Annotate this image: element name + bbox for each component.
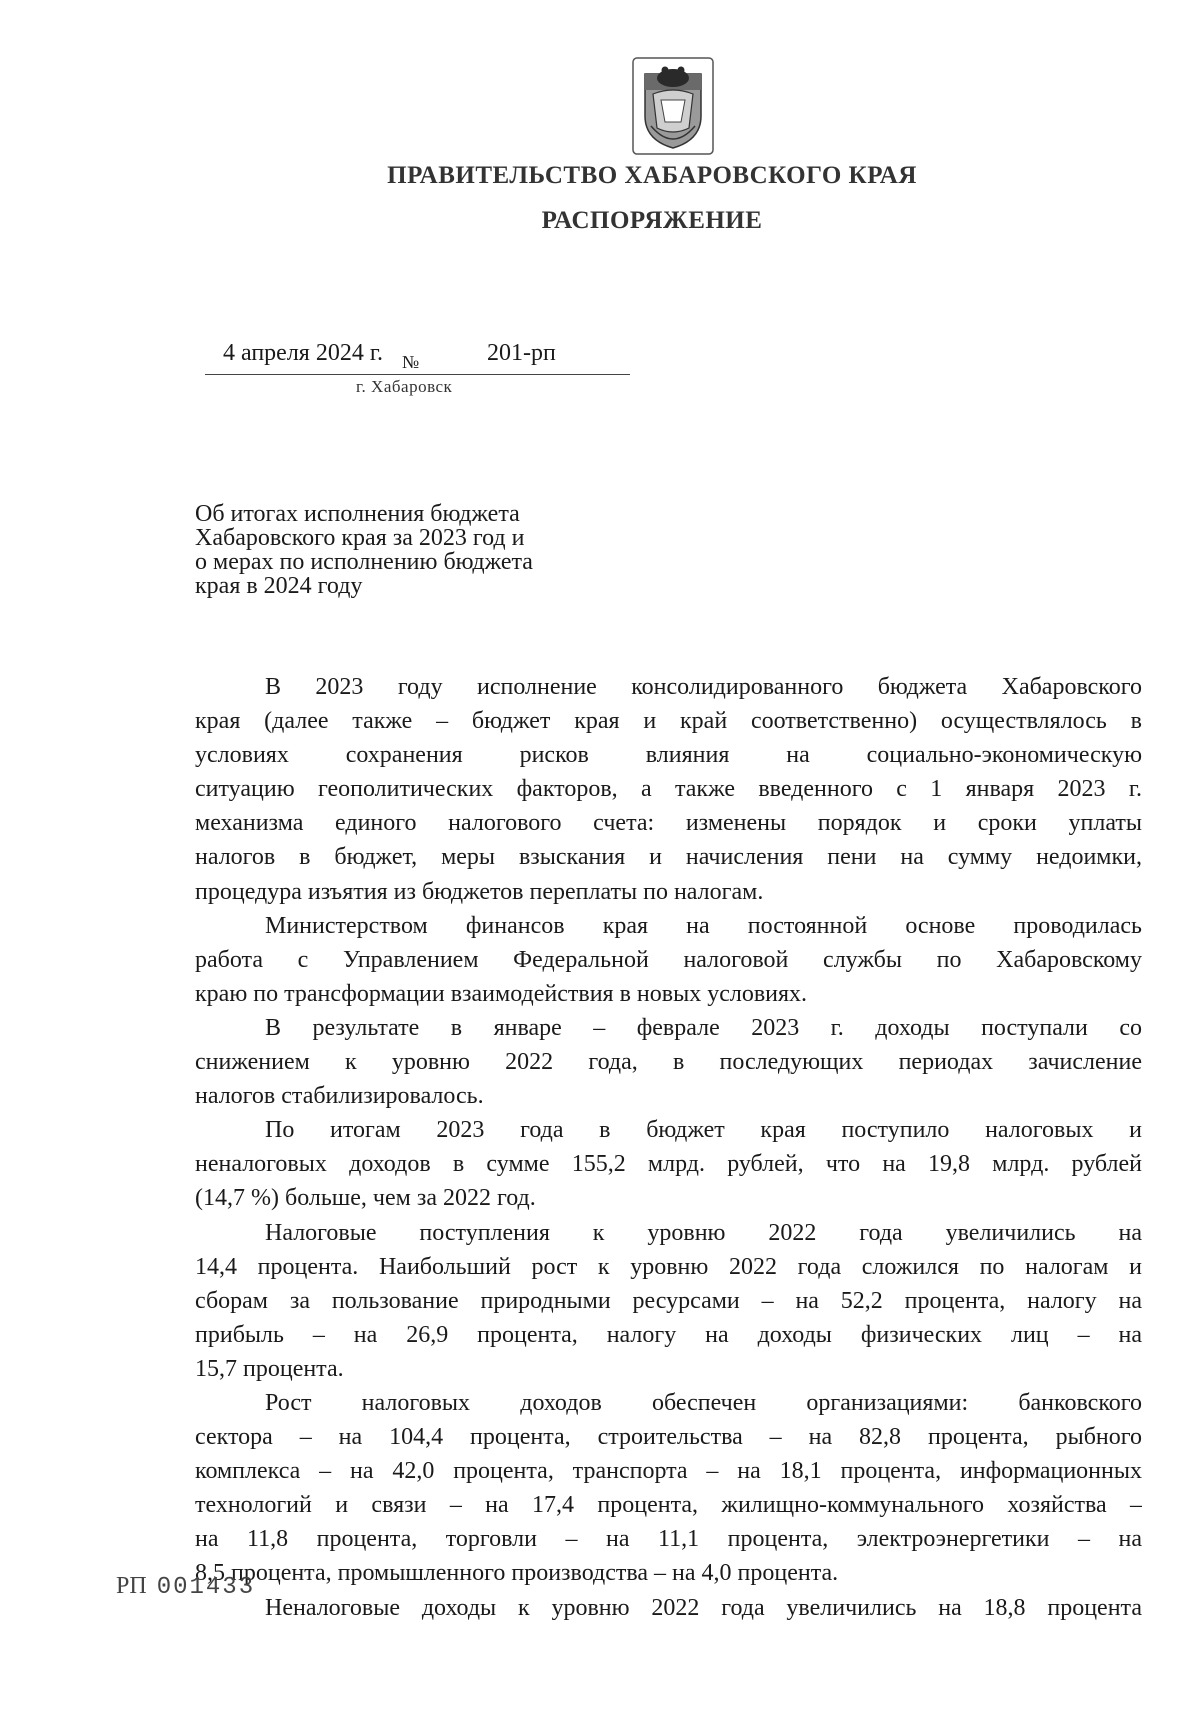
subject-heading [195, 502, 615, 598]
body-line: Неналоговые доходы к уровню 2022 года увеличились на 18,8 процента [265, 1594, 1142, 1621]
subject-line: края в 2024 году [195, 573, 363, 599]
subject-line: Об итогах исполнения бюджета [195, 501, 520, 527]
body-line: В результате в январе – феврале 2023 г. доходы поступали со [265, 1014, 1142, 1041]
footer-code [116, 1573, 255, 1601]
date-underline [205, 374, 630, 375]
body-line: неналоговых доходов в сумме 155,2 млрд. рублей, что на 19,8 млрд. рублей [195, 1151, 1142, 1178]
body-line: комплекса – на 42,0 процента, транспорта – на 18,1 процента, информационных [195, 1458, 1142, 1485]
order-number: 201-рп [487, 340, 556, 366]
body-text [195, 670, 1142, 1625]
body-line: механизма единого налогового счета: изменены порядок и сроки уплаты [195, 810, 1142, 837]
body-line: сектора – на 104,4 процента, строительства – на 82,8 процента, рыбного [195, 1424, 1142, 1451]
body-line: условиях сохранения рисков влияния на социально-экономическую [195, 742, 1142, 769]
body-line: снижением к уровню 2022 года, в последующих периодах зачисление [195, 1049, 1142, 1076]
coat-of-arms-icon [631, 56, 715, 156]
body-line: Рост налоговых доходов обеспечен организациями: банковского [265, 1389, 1142, 1416]
body-line: Министерством финансов края на постоянной основе проводилась [265, 912, 1142, 939]
city: г. Хабаровск [356, 377, 453, 396]
body-line: прибыль – на 26,9 процента, налогу на доходы физических лиц – на [195, 1321, 1142, 1348]
body-line: ситуацию геополитических факторов, а также введенного с 1 января 2023 г. [195, 776, 1142, 803]
body-line: краю по трансформации взаимодействия в новых условиях. [195, 980, 808, 1007]
body-line: Налоговые поступления к уровню 2022 года увеличились на [265, 1219, 1142, 1246]
subject-line: Хабаровского края за 2023 год и [195, 525, 525, 551]
body-line: края (далее также – бюджет края и край соответственно) осуществлялось в [195, 708, 1142, 735]
number-label: № [402, 352, 420, 372]
document-type: РАСПОРЯЖЕНИЕ [541, 207, 763, 234]
footer-prefix: РП [116, 1573, 147, 1599]
body-line: налогов стабилизировалось. [195, 1083, 484, 1110]
body-line: технологий и связи – на 17,4 процента, жилищно-коммунального хозяйства – [195, 1492, 1142, 1519]
body-line: В 2023 году исполнение консолидированного бюджета Хабаровского [265, 674, 1142, 700]
footer-number: 001433 [156, 1574, 256, 1601]
body-line: сборам за пользование природными ресурсами – на 52,2 процента, налогу на [195, 1287, 1142, 1314]
subject-line: о мерах по исполнению бюджета [195, 549, 533, 575]
body-line: 8,5 процента, промышленного производства – на 4,0 процента. [195, 1560, 839, 1587]
body-line: налогов в бюджет, меры взыскания и начисления пени на сумму недоимки, [195, 844, 1142, 871]
body-line: По итогам 2023 года в бюджет края поступило налоговых и [265, 1117, 1142, 1144]
body-line: (14,7 %) больше, чем за 2022 год. [195, 1185, 536, 1212]
government-title: ПРАВИТЕЛЬСТВО ХАБАРОВСКОГО КРАЯ [387, 162, 917, 189]
body-line: процедура изъятия из бюджетов переплаты по налогам. [195, 878, 764, 905]
body-line: 14,4 процента. Наибольший рост к уровню 2022 года сложился по налогам и [195, 1253, 1142, 1280]
order-date: 4 апреля 2024 г. [223, 340, 383, 366]
body-line: 15,7 процента. [195, 1355, 344, 1382]
body-line: работа с Управлением Федеральной налоговой службы по Хабаровскому [195, 946, 1142, 973]
body-line: на 11,8 процента, торговли – на 11,1 процента, электроэнергетики – на [195, 1526, 1142, 1553]
